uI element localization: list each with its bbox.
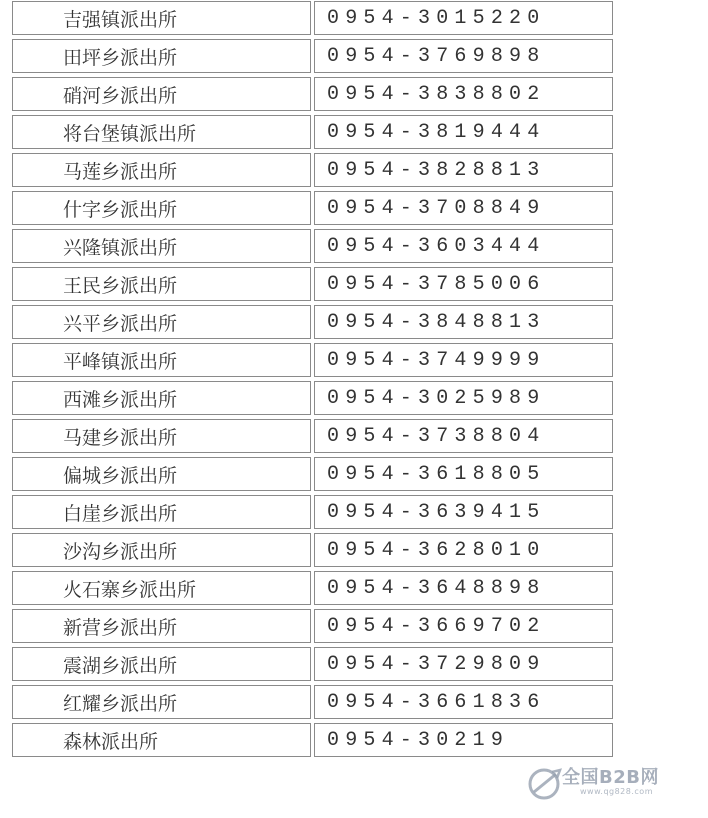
- station-name: 吉强镇派出所: [12, 1, 311, 35]
- table-row: [12, 77, 613, 111]
- table-row: [12, 495, 613, 529]
- station-name: 红耀乡派出所: [12, 685, 311, 719]
- table-row: [12, 457, 613, 491]
- watermark: [522, 762, 698, 806]
- table-row: [12, 609, 613, 643]
- table-row: [12, 153, 613, 187]
- station-phone: 0954-3025989: [314, 381, 613, 415]
- table-row: [12, 419, 613, 453]
- station-name: 沙沟乡派出所: [12, 533, 311, 567]
- table-row: [12, 723, 613, 757]
- table-body: [12, 1, 613, 757]
- station-phone: 0954-3828813: [314, 153, 613, 187]
- station-phone: 0954-3669702: [314, 609, 613, 643]
- station-name: 火石寨乡派出所: [12, 571, 311, 605]
- station-name: 兴平乡派出所: [12, 305, 311, 339]
- station-phone: 0954-3628010: [314, 533, 613, 567]
- watermark-logo-icon: [522, 762, 566, 802]
- table-row: [12, 571, 613, 605]
- station-name: 兴隆镇派出所: [12, 229, 311, 263]
- station-name: 马莲乡派出所: [12, 153, 311, 187]
- station-phone: 0954-3708849: [314, 191, 613, 225]
- station-name: 什字乡派出所: [12, 191, 311, 225]
- table-row: [12, 305, 613, 339]
- station-phone: 0954-3661836: [314, 685, 613, 719]
- table-row: [12, 267, 613, 301]
- station-phone: 0954-3819444: [314, 115, 613, 149]
- watermark-url: www.qg828.com: [580, 787, 653, 796]
- station-name: 白崖乡派出所: [12, 495, 311, 529]
- table-row: [12, 533, 613, 567]
- station-name: 新营乡派出所: [12, 609, 311, 643]
- station-name: 将台堡镇派出所: [12, 115, 311, 149]
- station-name: 马建乡派出所: [12, 419, 311, 453]
- station-name: 偏城乡派出所: [12, 457, 311, 491]
- table-row: [12, 647, 613, 681]
- station-phone: 0954-3729809: [314, 647, 613, 681]
- table-row: [12, 343, 613, 377]
- table-row: [12, 191, 613, 225]
- watermark-brand: 全国B2B网: [562, 767, 659, 788]
- station-phone: 0954-3785006: [314, 267, 613, 301]
- station-phone: 0954-3639415: [314, 495, 613, 529]
- station-name: 平峰镇派出所: [12, 343, 311, 377]
- table-row: [12, 685, 613, 719]
- station-name: 森林派出所: [12, 723, 311, 757]
- table-row: [12, 115, 613, 149]
- station-phone: 0954-3738804: [314, 419, 613, 453]
- station-phone: 0954-3749999: [314, 343, 613, 377]
- table-row: [12, 39, 613, 73]
- station-name: 田坪乡派出所: [12, 39, 311, 73]
- station-phone: 0954-3603444: [314, 229, 613, 263]
- station-phone: 0954-3769898: [314, 39, 613, 73]
- station-name: 西滩乡派出所: [12, 381, 311, 415]
- station-phone: 0954-3648898: [314, 571, 613, 605]
- station-phone: 0954-3848813: [314, 305, 613, 339]
- police-station-phone-table: [9, 0, 616, 761]
- station-phone: 0954-3838802: [314, 77, 613, 111]
- station-phone: 0954-30219: [314, 723, 613, 757]
- station-phone: 0954-3618805: [314, 457, 613, 491]
- table-row: [12, 1, 613, 35]
- table-row: [12, 381, 613, 415]
- station-name: 硝河乡派出所: [12, 77, 311, 111]
- station-phone: 0954-3015220: [314, 1, 613, 35]
- station-name: 震湖乡派出所: [12, 647, 311, 681]
- station-name: 王民乡派出所: [12, 267, 311, 301]
- table-row: [12, 229, 613, 263]
